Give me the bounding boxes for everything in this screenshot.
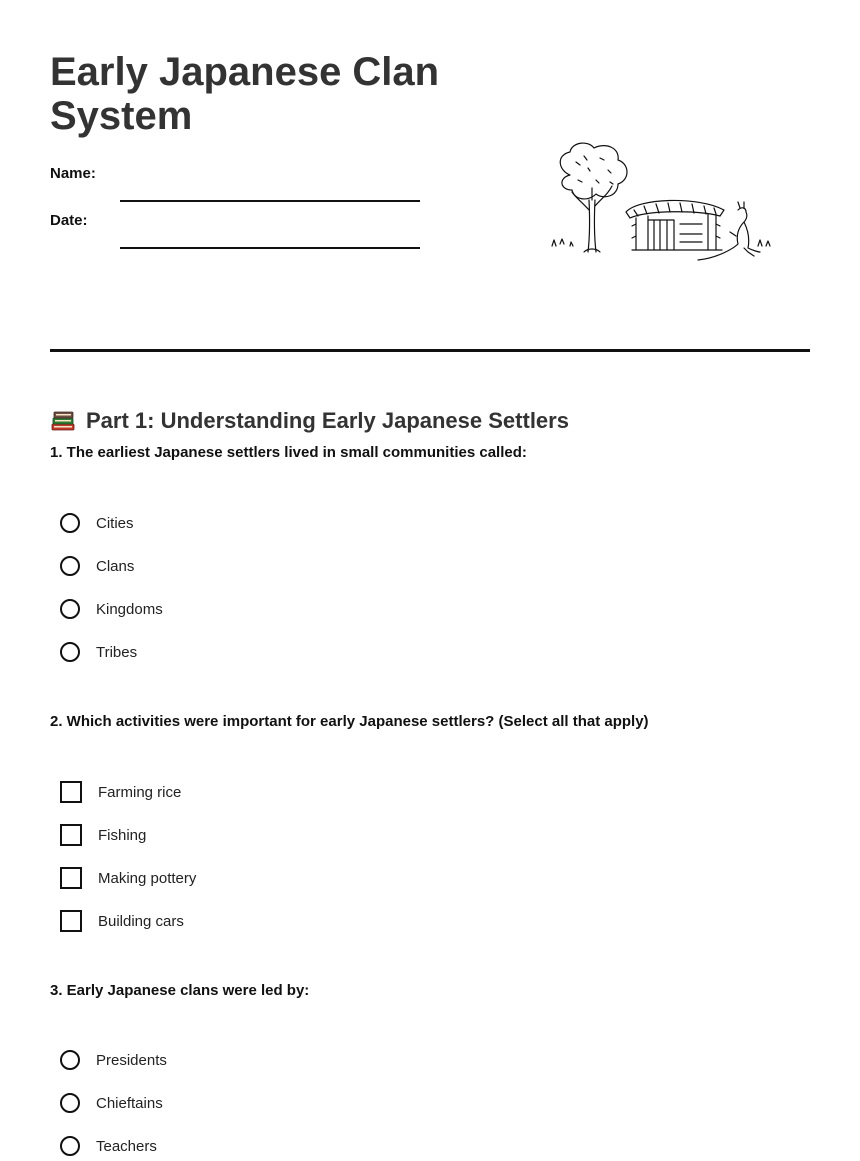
checkbox[interactable] <box>60 824 82 846</box>
q1-option-tribes[interactable] <box>60 640 137 664</box>
option-label: Kingdoms <box>96 600 163 618</box>
name-field-row <box>50 165 420 195</box>
q2-option-building-cars[interactable] <box>60 909 184 933</box>
date-label: Date: <box>50 212 88 229</box>
radio-button[interactable] <box>60 556 80 576</box>
question-2: 2. Which activities were important for early Japanese settlers? (Select all that apply) <box>50 713 649 730</box>
option-label: Building cars <box>98 912 184 930</box>
q1-option-cities[interactable] <box>60 511 134 535</box>
option-label: Making pottery <box>98 869 197 887</box>
radio-button[interactable] <box>60 1050 80 1070</box>
question-1: 1. The earliest Japanese settlers lived in small communities called: <box>50 444 527 461</box>
q2-option-farming-rice[interactable] <box>60 780 181 804</box>
question-3: 3. Early Japanese clans were led by: <box>50 982 310 999</box>
date-input[interactable] <box>120 225 420 249</box>
radio-button[interactable] <box>60 1093 80 1113</box>
part1-title <box>50 405 569 437</box>
option-label: Fishing <box>98 826 147 844</box>
checkbox[interactable] <box>60 781 82 803</box>
q3-option-teachers[interactable] <box>60 1134 157 1158</box>
name-input[interactable] <box>120 178 420 202</box>
q2-option-making-pottery[interactable] <box>60 866 196 890</box>
q1-option-clans[interactable] <box>60 554 134 578</box>
option-label: Cities <box>96 514 134 532</box>
radio-button[interactable] <box>60 1136 80 1156</box>
option-label: Clans <box>96 557 135 575</box>
option-label: Presidents <box>96 1051 167 1069</box>
option-label: Farming rice <box>98 783 182 801</box>
checkbox[interactable] <box>60 910 82 932</box>
radio-button[interactable] <box>60 513 80 533</box>
page-title: Early Japanese Clan System <box>50 50 440 138</box>
q2-option-fishing[interactable] <box>60 823 146 847</box>
radio-button[interactable] <box>60 642 80 662</box>
q1-option-kingdoms[interactable] <box>60 597 163 621</box>
option-label: Tribes <box>96 643 138 661</box>
radio-button[interactable] <box>60 599 80 619</box>
name-label: Name: <box>50 165 96 182</box>
q3-option-chieftains[interactable] <box>60 1091 163 1115</box>
date-field-row <box>50 212 420 242</box>
section-divider <box>50 349 810 352</box>
q3-option-presidents[interactable] <box>60 1048 167 1072</box>
option-label: Teachers <box>96 1137 157 1155</box>
books-icon <box>50 408 76 434</box>
checkbox[interactable] <box>60 867 82 889</box>
option-label: Chieftains <box>96 1094 163 1112</box>
part1-title-text: Part 1: Understanding Early Japanese Settlers <box>86 408 569 434</box>
tree-hut-kangaroo-illustration <box>548 140 773 265</box>
